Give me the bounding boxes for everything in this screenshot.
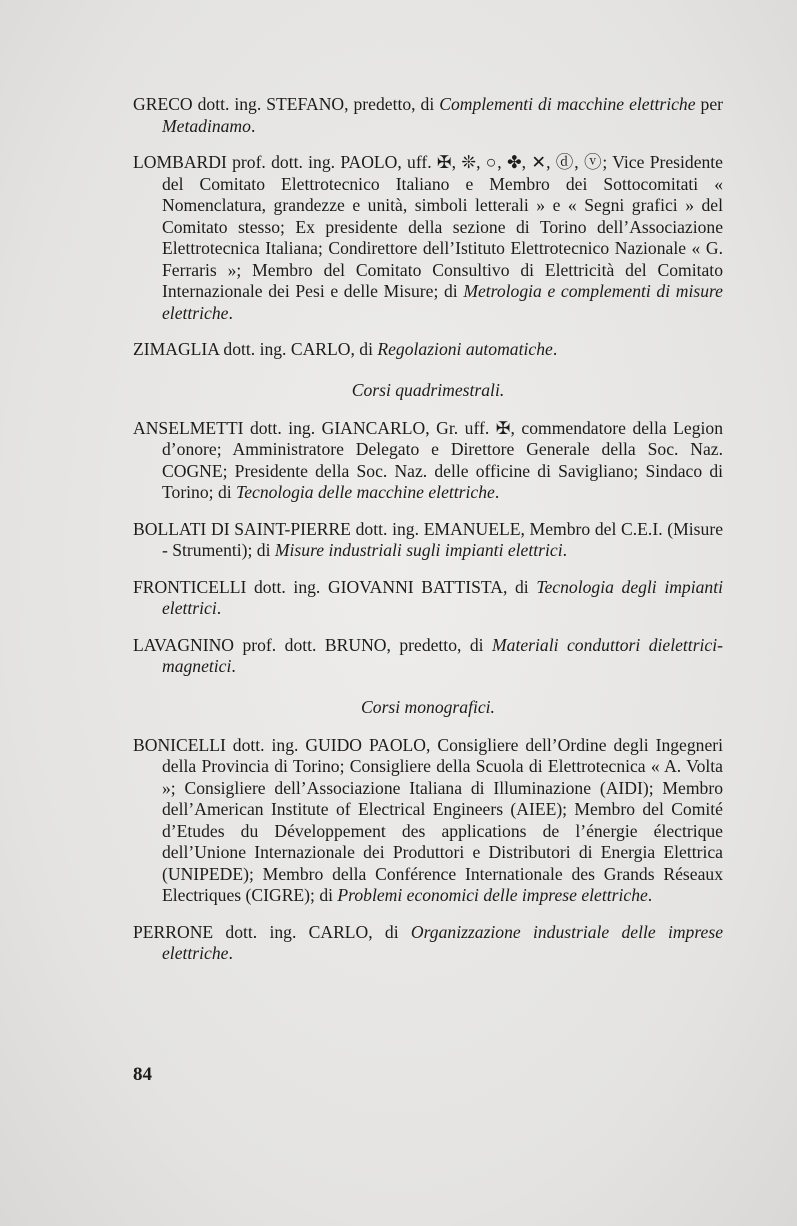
entry-name: LOMBARDI prof. dott. ing. PAOLO [133,152,398,172]
entry-text: , Consigliere dell’Ordine degli Ingegneri della Provincia di Torino; Consigliere della Scuola di Elettrotecnica « A. Volta »; Consigliere dell’Associazione Italiana di Illuminazione (AIDI); Membro dell’American Institute of Electrical Engineers (AIEE); Membro del Comité d’Etudes du Développement des applications de l’énergie électrique dell’Unione Internazionale dei Produttori e Distributori di Energia Elettrica (UNIPEDE); Membro della Conférence Internationale des Grands Réseaux Electriques (CIGRE); di [162,734,723,905]
course-title: Organizzazione industriale delle imprese elettriche [162,921,724,963]
course-title: Metrologia e complementi di misure elettriche [162,281,723,323]
faculty-entry-anselmetti [133,418,723,504]
entry-name: FRONTICELLI dott. ing. GIOVANNI BATTISTA [133,576,503,597]
entry-text: , Gr. uff. ✠, commendatore della Legion d’onore; Amministratore Delegato e Direttore Generale della Soc. Naz. COGNE; Presidente della Soc. Naz. delle officine di Savigliano; Sindaco di Torino; di [162,417,723,502]
entry-text: per [695,94,723,114]
course-title: Materiali conduttori dielettrici-magnetici [162,634,723,676]
faculty-entry-lavagnino [133,635,723,678]
faculty-entry-bonicelli [133,735,723,907]
entry-text: , Membro del C.E.I. (Misure - Strumenti); di [162,518,723,560]
entry-end: . [216,598,222,618]
entry-name: BOLLATI DI SAINT-PIERRE dott. ing. EMANUELE [133,518,521,539]
entry-end: . [250,115,256,136]
page-number: 84 [133,1064,152,1085]
entry-name: BONICELLI dott. ing. GUIDO PAOLO [133,734,426,755]
entry-name: PERRONE dott. ing. CARLO [133,921,369,942]
entry-text: , predetto, di [386,634,493,655]
entry-name: ZIMAGLIA dott. ing. CARLO [133,339,351,359]
entry-text: , di [368,921,411,942]
section-heading-quadrimestrali: Corsi quadrimestrali. [351,379,505,400]
faculty-entry-fronticelli [133,577,723,620]
faculty-entry-lombardi [133,152,723,324]
course-title: Complementi di macchine elettriche [439,94,696,114]
course-title: Problemi economici delle imprese elettriche [337,885,648,905]
faculty-entry-perrone [133,922,723,965]
entry-end: . [228,943,233,963]
faculty-entry-bollati [133,519,723,562]
entry-text: , di [502,576,537,597]
section-heading-monografici: Corsi monografici. [361,696,495,717]
entry-end: . [562,540,567,560]
entry-end: . [494,482,500,502]
course-title: Metadinamo [162,115,251,136]
course-title: Regolazioni automatiche [377,339,553,359]
page-content [133,94,723,980]
course-title: Misure industriali sugli impianti elettrici [274,540,563,560]
faculty-entry-greco [133,94,723,137]
entry-end: . [228,302,233,323]
entry-name: LAVAGNINO prof. dott. BRUNO [133,634,387,655]
entry-end: . [552,339,558,359]
course-title: Tecnologia degli impianti elettrici [162,576,723,618]
entry-name: ANSELMETTI dott. ing. GIANCARLO [133,417,426,438]
entry-text: , predetto, di [344,94,440,114]
faculty-entry-zimaglia [133,339,723,361]
entry-end: . [647,885,653,905]
entry-text: , di [350,339,378,359]
entry-end: . [231,656,236,676]
entry-text: , uff. ✠, ❊, ○, ✤, ✕, ⓓ, ⓥ; Vice Presidente del Comitato Elettrotecnico Italiano e Membro dei Sottocomitati « Nomenclatura, grandezze e unità, simboli letterali » e « Segni grafici » del Comitato stesso; Ex presidente della sezione di Torino dell’Associazione Elettrotecnica Italiana; Condirettore dell’Istituto Elettrotecnico Nazionale « G. Ferraris »; Membro del Comitato Consultivo di Elettricità del Comitato Internazionale dei Pesi e delle Misure; di [162,152,723,301]
entry-name: GRECO dott. ing. STEFANO [133,94,345,114]
course-title: Tecnologia delle macchine elettriche [236,482,495,502]
